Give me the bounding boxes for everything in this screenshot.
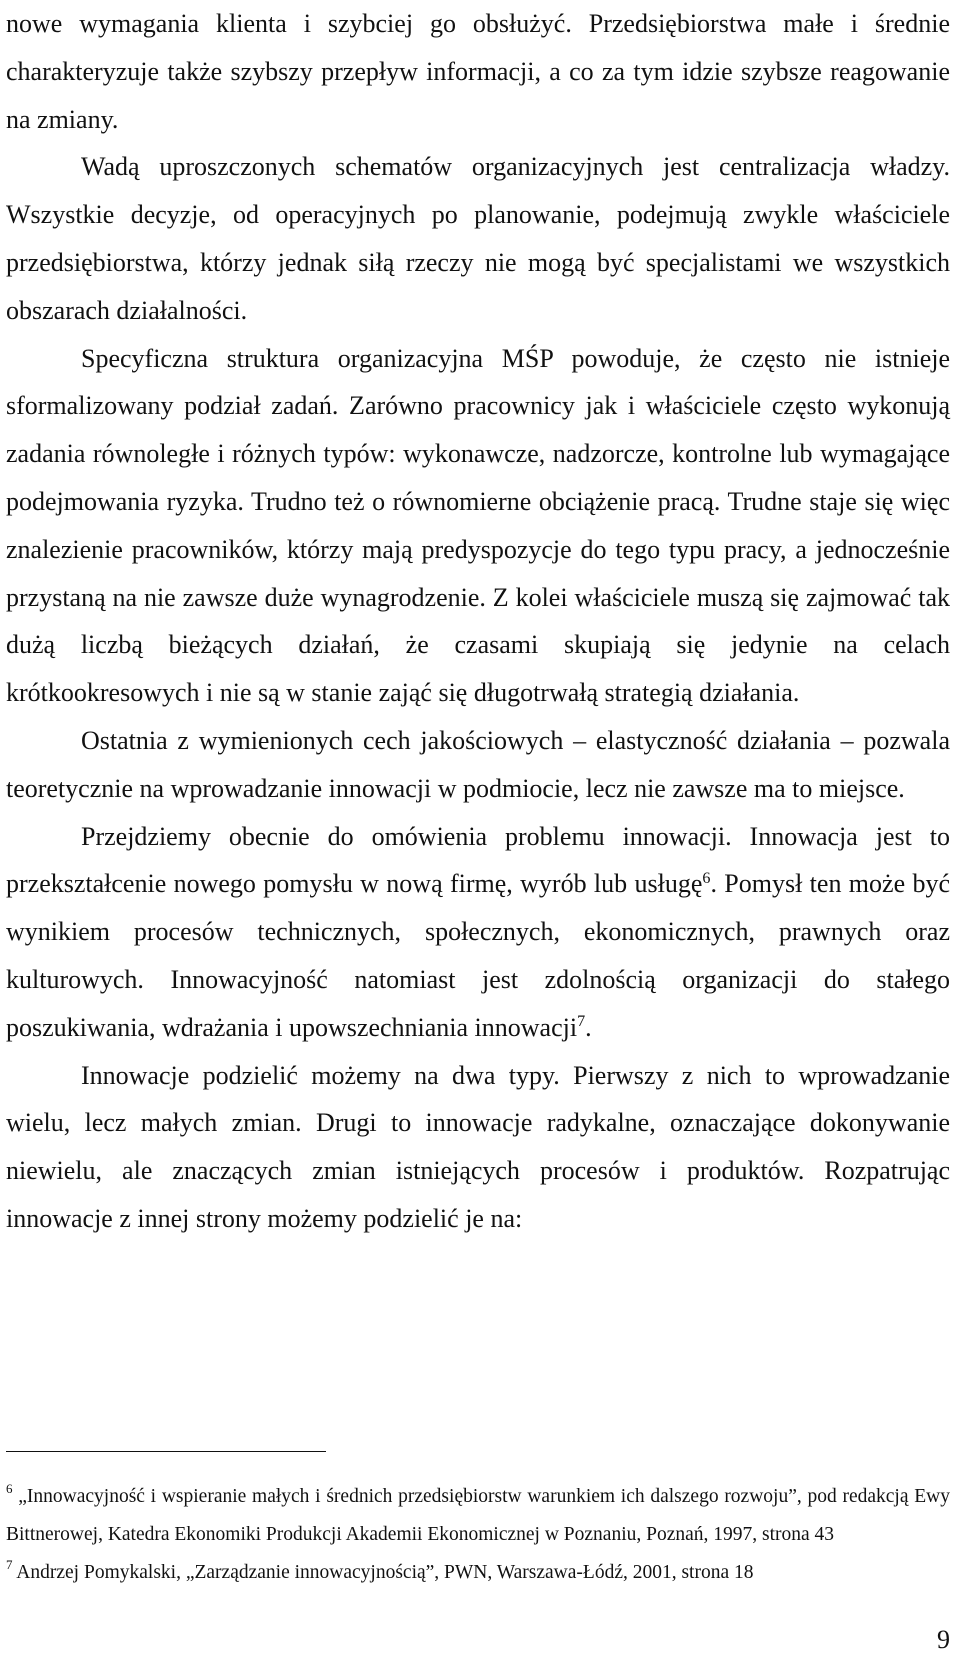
paragraph-innovation-types: Innowacje podzielić możemy na dwa typy. Pierwszy z nich to wprowadzanie wielu, lecz małych zmian. Drugi to innowacje radykalne, oznaczające dokonywanie niewielu, ale znaczących zmian istniejących procesów i produktów. Rozpatrując innowacje z innej strony możemy podzielić je na: xyxy=(6,1060,950,1233)
paragraph-organizational-structure: Specyficzna struktura organizacyjna MŚP powoduje, że często nie istnieje sformalizowany podział zadań. Zarówno pracownicy jak i właściciele często wykonują zadania równoległe i różnych typów: wykonawcze, nadzorcze, kontrolne lub wymagające podejmowania ryzyka. Trudno też o równomierne obciążenie pracą. Trudne staje się więc znalezienie pracowników, którzy mają predyspozycje do tego typu pracy, a jednocześnie przystaną na nie zawsze duże wynagrodzenie. Z kolei właściciele muszą się zajmować tak dużą liczbą bieżących działań, że czasami skupiają się jedynie na celach krótkookresowych i nie są w stanie zająć się długotrwałą strategią działania. xyxy=(6,343,950,708)
paragraph-continuation: nowe wymagania klienta i szybciej go obsłużyć. Przedsiębiorstwa małe i średnie charakteryzuje także szybszy przepływ informacji, a co za tym idzie szybsze reagowanie na zmiany. xyxy=(6,9,950,134)
body-text xyxy=(6,0,950,1243)
paragraph-centralization: Wadą uproszczonych schematów organizacyjnych jest centralizacja władzy. Wszystkie decyzje, od operacyjnych po planowanie, podejmują zwykle właściciele przedsiębiorstwa, którzy jednak siłą rzeczy nie mogą być specjalistami we wszystkich obszarach działalności. xyxy=(6,152,950,325)
footnote-text: Andrzej Pomykalski, „Zarządzanie innowacyjnością”, PWN, Warszawa-Łódź, 2001, strona 18 xyxy=(12,1562,754,1583)
footnote-reference-6[interactable]: 6 xyxy=(702,869,711,887)
footnote-number: 6 xyxy=(6,1481,13,1496)
footnote-text: „Innowacyjność i wspieranie małych i średnich przedsiębiorstw warunkiem ich dalszego rozwoju”, pod redakcją Ewy Bittnerowej, Katedra Ekonomiki Produkcji Akademii Ekonomicznej w Poznaniu, Poznań, 1997, strona 43 xyxy=(6,1486,950,1545)
footnote-reference-7[interactable]: 7 xyxy=(577,1013,586,1031)
footnote-7 xyxy=(6,1554,950,1592)
paragraph-flexibility: Ostatnia z wymienionych cech jakościowych – elastyczność działania – pozwala teoretycznie na wprowadzanie innowacji w podmiocie, lecz nie zawsze ma to miejsce. xyxy=(6,725,950,803)
footnote-separator xyxy=(6,1451,326,1452)
page-number: 9 xyxy=(937,1625,950,1654)
innovation-text-part-2: . Pomysł ten może być wynikiem procesów technicznych, społecznych, ekonomicznych, prawnych oraz kulturowych. Innowacyjność natomiast jest zdolnością organizacji do stałego poszukiwania, wdrażania i upowszechniania innowacji xyxy=(6,869,951,1042)
footnote-number: 7 xyxy=(6,1557,13,1572)
paragraph-innovation-definition xyxy=(6,813,950,1052)
innovation-text-part-3: . xyxy=(585,1012,592,1042)
footnotes xyxy=(6,1478,950,1592)
footnote-6 xyxy=(6,1478,950,1554)
innovation-text-part-1: Przejdziemy obecnie do omówienia problemu innowacji. Innowacja jest to przekształcenie nowego pomysłu w nową firmę, wyrób lub usługę xyxy=(6,821,950,899)
